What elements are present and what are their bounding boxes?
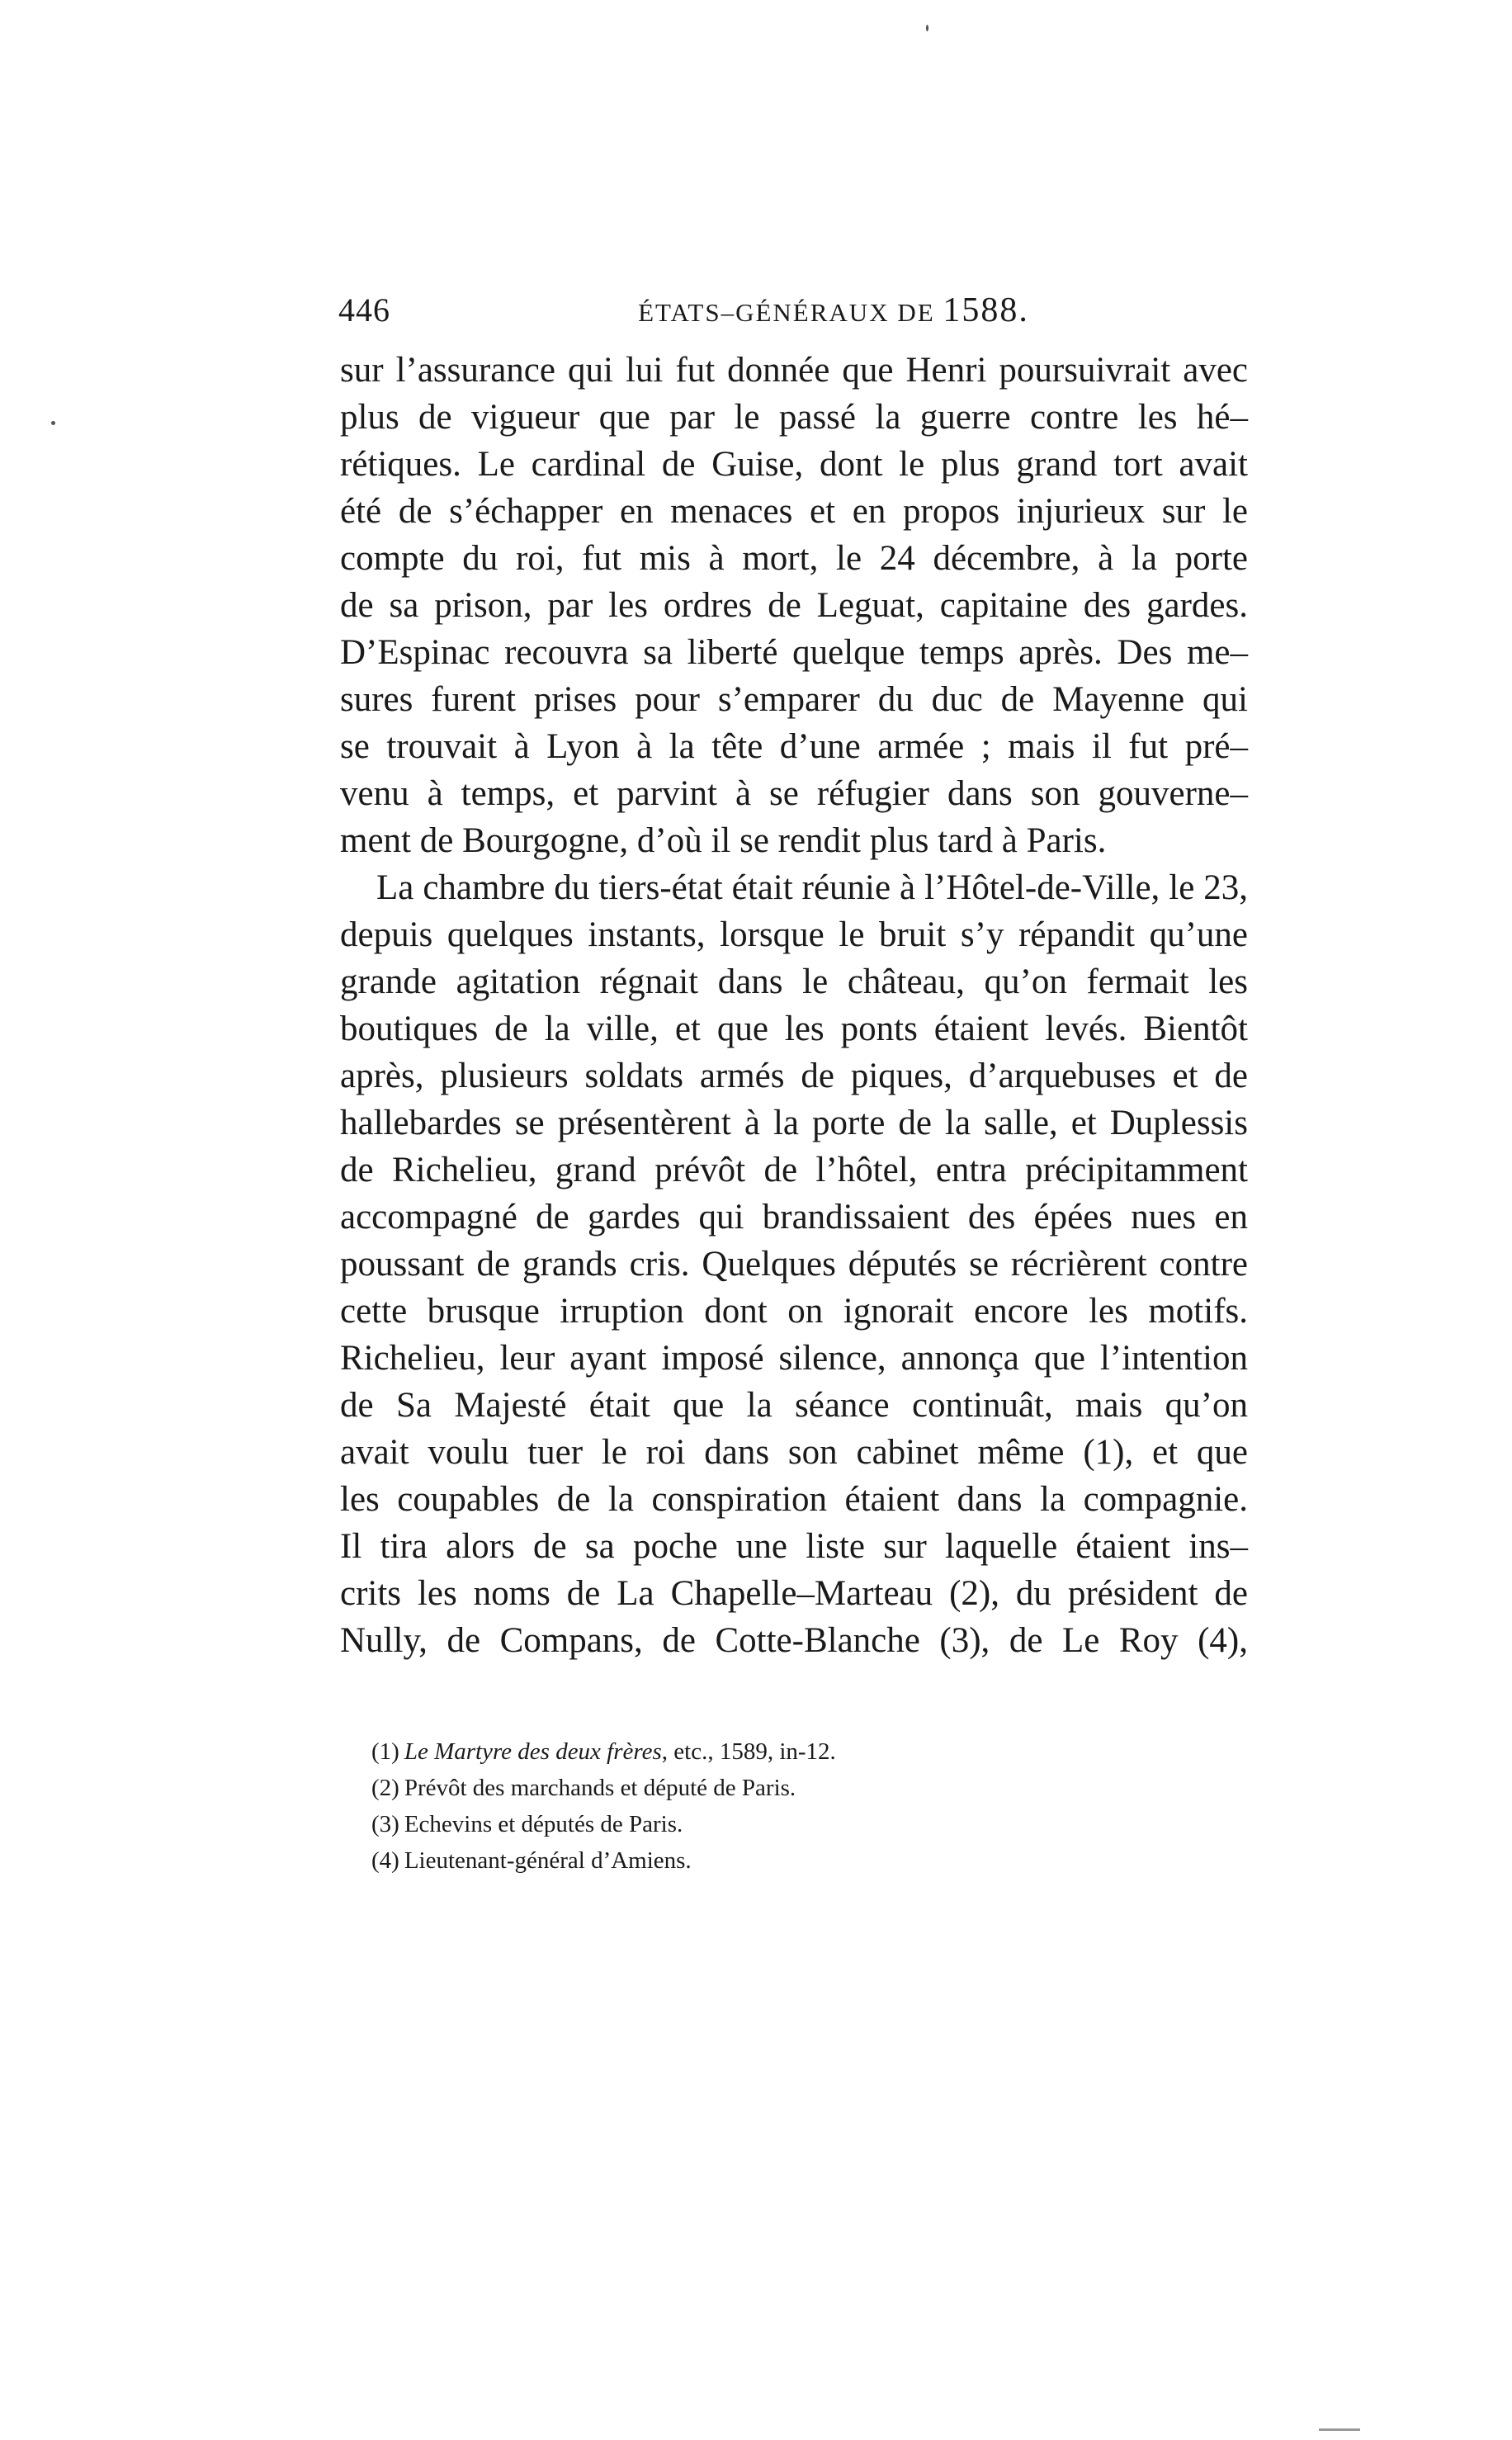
footnote-text: Lieutenant-général d’Amiens. [404, 1847, 692, 1874]
text-line: D’Espinac recouvra sa liberté quelque temps après. Des me– [340, 633, 1248, 672]
footnote-number: (2) [371, 1775, 399, 1801]
text-line: sures furent prises pour s’emparer du duc de Mayenne qui [340, 680, 1248, 719]
text-line: La chambre du tiers-état était réunie à l’Hôtel-de-Ville, le 23, [376, 868, 1248, 907]
body-text [340, 347, 1248, 1664]
text-line: depuis quelques instants, lorsque le bruit s’y répandit qu’une [340, 915, 1248, 954]
footnote [371, 1770, 1032, 1806]
text-line: grande agitation régnait dans le château, qu’on fermait les [340, 962, 1248, 1001]
text-line: hallebardes se présentèrent à la porte de la salle, et Duplessis [340, 1104, 1248, 1142]
scan-speck [926, 25, 928, 31]
text-line: les coupables de la conspiration étaient dans la compagnie. [340, 1480, 1248, 1519]
text-line: de sa prison, par les ordres de Leguat, capitaine des gardes. [340, 586, 1248, 625]
text-line: crits les noms de La Chapelle–Marteau (2), du président de [340, 1574, 1248, 1613]
footnote [371, 1842, 1032, 1879]
text-line: Richelieu, leur ayant imposé silence, annonça que l’intention [340, 1339, 1248, 1378]
text-line: poussant de grands cris. Quelques députés se récrièrent contre [340, 1245, 1248, 1284]
text-line: été de s’échapper en menaces et en propos injurieux sur le [340, 492, 1248, 531]
text-line: avait voulu tuer le roi dans son cabinet même (1), et que [340, 1433, 1248, 1472]
text-line: rétiques. Le cardinal de Guise, dont le plus grand tort avait [340, 445, 1248, 484]
text-line: après, plusieurs soldats armés de piques, d’arquebuses et de [340, 1057, 1248, 1095]
text-line: ment de Bourgogne, d’où il se rendit plus tard à Paris. [340, 821, 1107, 860]
text-line: boutiques de la ville, et que les ponts étaient levés. Bientôt [340, 1010, 1248, 1048]
text-line: venu à temps, et parvint à se réfugier dans son gouverne– [340, 774, 1248, 813]
footnote-text: , etc., 1589, in-12. [661, 1738, 836, 1765]
footnote-text: Prévôt des marchands et député de Paris. [404, 1775, 796, 1801]
footnotes [371, 1733, 1032, 1879]
text-line: se trouvait à Lyon à la tête d’une armée ; mais il fut pré– [340, 727, 1248, 766]
page-header [338, 291, 1205, 340]
text-line: Nully, de Compans, de Cotte-Blanche (3), de Le Roy (4), [340, 1621, 1248, 1660]
text-line: Il tira alors de sa poche une liste sur laquelle étaient ins– [340, 1527, 1248, 1566]
footnote-number: (1) [371, 1738, 399, 1765]
footnote-title: Le Martyre des deux frères [404, 1738, 662, 1765]
running-title-text: ÉTATS–GÉNÉRAUX DE [638, 298, 935, 327]
scan-speck [51, 421, 55, 425]
text-line: plus de vigueur que par le passé la guerre contre les hé– [340, 398, 1248, 437]
text-line: de Richelieu, grand prévôt de l’hôtel, entra précipitamment [340, 1151, 1248, 1189]
footnote-number: (4) [371, 1847, 399, 1874]
footnote-number: (3) [371, 1811, 399, 1837]
footnote-text: Echevins et députés de Paris. [404, 1811, 683, 1837]
footnote [371, 1806, 1032, 1842]
footnote [371, 1733, 1032, 1770]
page-number: 446 [338, 291, 390, 329]
text-line: accompagné de gardes qui brandissaient des épées nues en [340, 1198, 1248, 1237]
scan-speck [1319, 2428, 1360, 2431]
running-title [338, 291, 1205, 330]
text-line: sur l’assurance qui lui fut donnée que Henri poursuivrait avec [340, 351, 1248, 390]
text-line: de Sa Majesté était que la séance continuât, mais qu’on [340, 1386, 1248, 1425]
text-line: compte du roi, fut mis à mort, le 24 décembre, à la porte [340, 539, 1248, 578]
text-line: cette brusque irruption dont on ignorait encore les motifs. [340, 1292, 1248, 1331]
running-title-year: 1588. [943, 291, 1029, 329]
